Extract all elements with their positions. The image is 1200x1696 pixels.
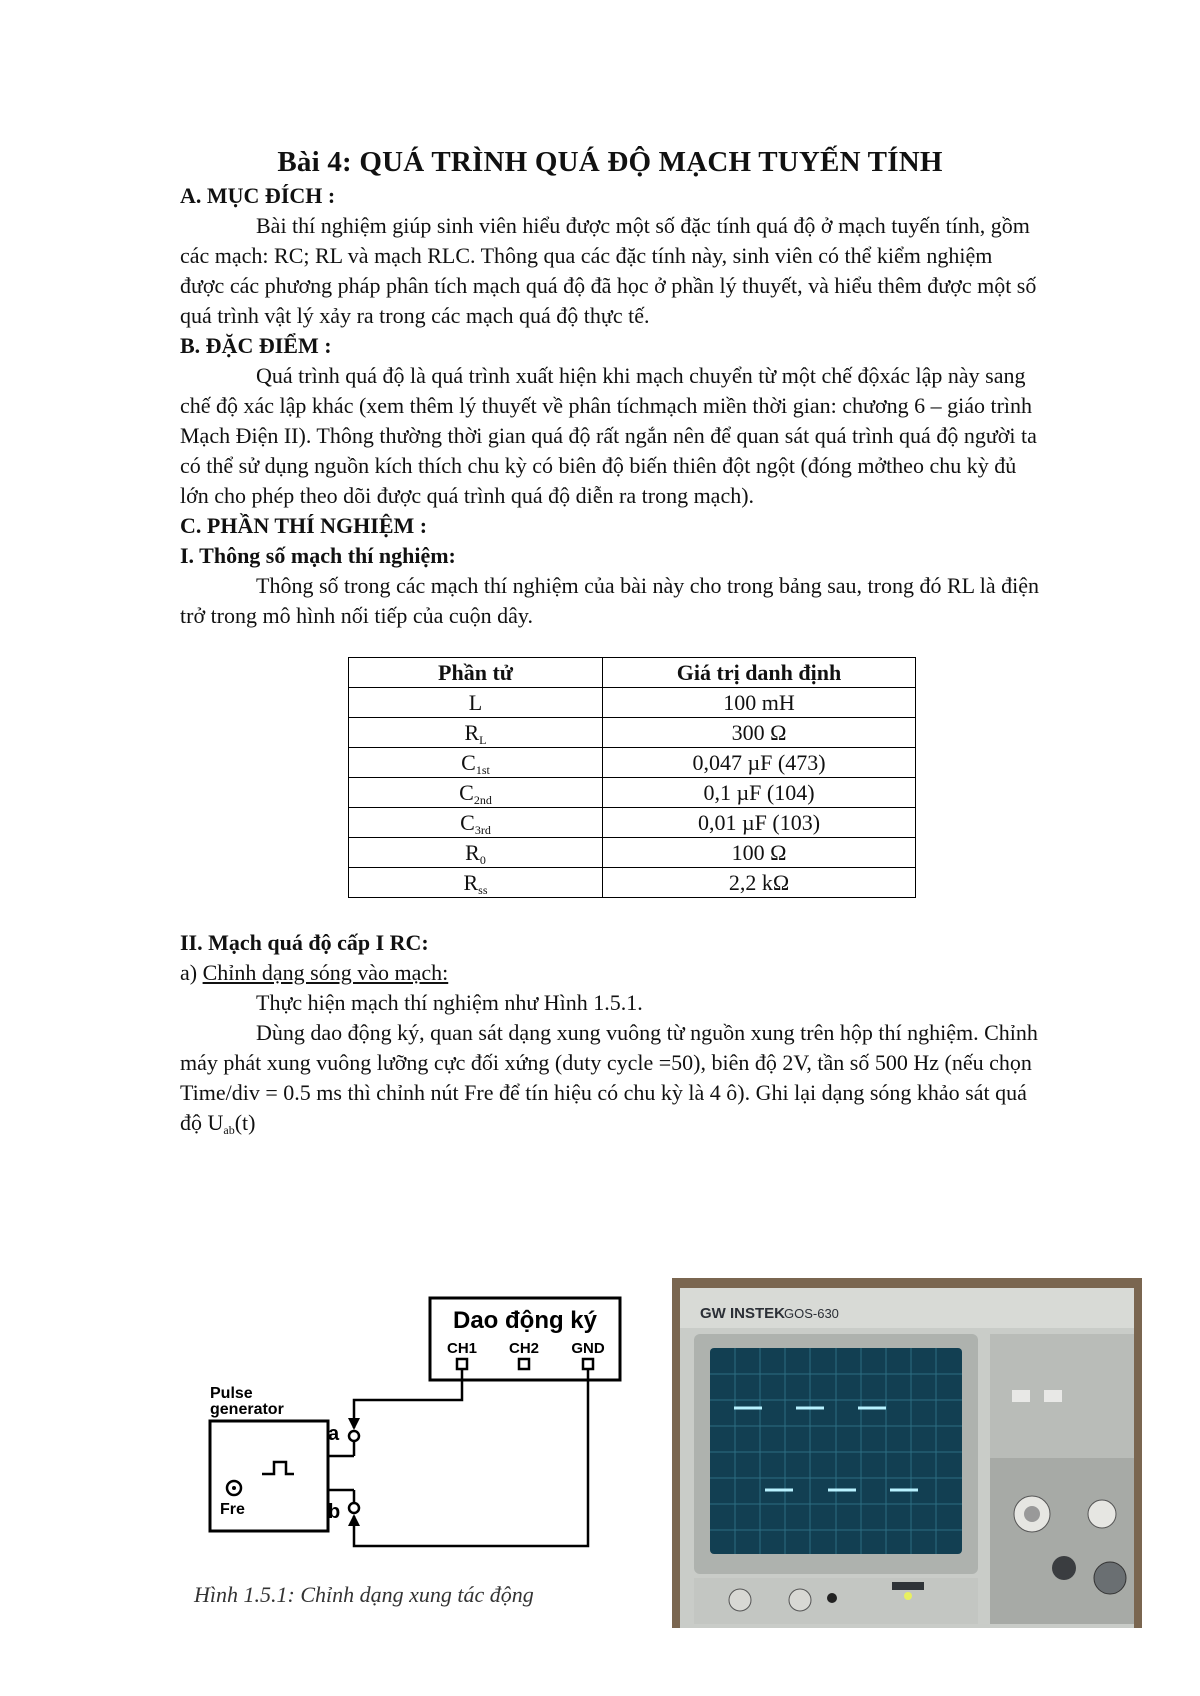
power-led-icon bbox=[904, 1592, 912, 1600]
component-cell: $C_{2nd}$ bbox=[349, 778, 603, 808]
component-cell: $C_{1st}$ bbox=[349, 748, 603, 778]
scope-brand: GW INSTEK bbox=[700, 1305, 785, 1322]
scope-model: GOS-630 bbox=[784, 1306, 839, 1321]
component-cell: L bbox=[349, 688, 603, 718]
component-cell: $R_L$ bbox=[349, 718, 603, 748]
section-ii-line1: Thực hiện mạch thí nghiệm như Hình 1.5.1. bbox=[256, 990, 643, 1015]
knob-icon bbox=[729, 1589, 751, 1611]
item-a-line: a) Chỉnh dạng sóng vào mạch: bbox=[180, 960, 449, 985]
value-cell: 0,01 µF (103) bbox=[603, 808, 916, 838]
knob-icon bbox=[1088, 1500, 1116, 1528]
section-c-subheading: I. Thông số mạch thí nghiệm: bbox=[180, 543, 456, 568]
component-cell: $R_0$ bbox=[349, 838, 603, 868]
arrow-icon bbox=[348, 1418, 360, 1430]
knob-icon bbox=[1052, 1556, 1076, 1580]
node-b-label: b bbox=[328, 1501, 341, 1523]
node-b-terminal-icon bbox=[349, 1503, 359, 1513]
parameter-table bbox=[348, 657, 916, 898]
gnd-terminal-icon bbox=[583, 1359, 593, 1369]
oscilloscope-photo bbox=[672, 1278, 1142, 1628]
value-cell: 100 Ω bbox=[603, 838, 916, 868]
oscilloscope-photo-svg bbox=[672, 1278, 1142, 1628]
table-row bbox=[349, 748, 916, 778]
section-c-heading: C. PHẦN THÍ NGHIỆM : bbox=[180, 513, 428, 538]
section-c-body: Thông số trong các mạch thí nghiệm của bài này cho trong bảng sau, trong đó RL là điện trở trong mô hình nối tiếp của cuộn dây. bbox=[180, 573, 1040, 628]
node-a-label: a bbox=[328, 1423, 340, 1445]
table-row bbox=[349, 868, 916, 898]
node-a-terminal-icon bbox=[349, 1431, 359, 1441]
section-ii-heading: II. Mạch quá độ cấp I RC: bbox=[180, 930, 429, 955]
table-header-cell: Phần tử bbox=[349, 658, 603, 688]
ch1-terminal-icon bbox=[457, 1359, 467, 1369]
table-header-cell: Giá trị danh định bbox=[603, 658, 916, 688]
value-cell: 0,1 µF (104) bbox=[603, 778, 916, 808]
value-cell: 0,047 µF (473) bbox=[603, 748, 916, 778]
item-a-title: Chỉnh dạng sóng vào mạch: bbox=[202, 960, 449, 985]
oscilloscope-label: Dao động ký bbox=[452, 1307, 598, 1334]
table-row bbox=[349, 778, 916, 808]
ch1-label: CH1 bbox=[446, 1340, 478, 1357]
value-cell: 100 mH bbox=[603, 688, 916, 718]
section-b-body: Quá trình quá độ là quá trình xuất hiện khi mạch chuyển từ một chế độxác lập này sang chế độ xác lập khác (xem thêm lý thuyết về phân tíchmạch miền thời gian: chương 6 – giáo trình Mạch Điện II). Thông thường thời gian quá độ rất ngắn nên để quan sát quá trình quá độ người ta có thể sử dụng nguồn kích thích chu kỳ có biên độ biến thiên đột ngột (đóng mởtheo chu kỳ đủ lớn cho phép theo dõi được quá trình quá độ diễn ra trong mạch). bbox=[180, 363, 1037, 508]
circuit-diagram-svg bbox=[190, 1278, 650, 1578]
gnd-label: GND bbox=[571, 1340, 605, 1357]
value-cell: 300 Ω bbox=[603, 718, 916, 748]
figure-row bbox=[190, 1278, 1150, 1648]
ch2-label: CH2 bbox=[508, 1340, 540, 1357]
document-page bbox=[180, 140, 1040, 1138]
figure-caption: Hình 1.5.1: Chỉnh dạng xung tác động bbox=[194, 1582, 534, 1607]
page-title: Bài 4: QUÁ TRÌNH QUÁ ĐỘ MẠCH TUYẾN TÍNH bbox=[277, 146, 943, 178]
table-row bbox=[349, 688, 916, 718]
circuit-diagram bbox=[190, 1278, 650, 1648]
section-a-heading: A. MỤC ĐÍCH : bbox=[180, 183, 336, 208]
table-row bbox=[349, 718, 916, 748]
section-b-heading: B. ĐẶC ĐIỂM : bbox=[180, 333, 332, 358]
generator-label: generator bbox=[210, 1401, 284, 1418]
arrow-icon bbox=[348, 1514, 360, 1526]
value-cell: 2,2 kΩ bbox=[603, 868, 916, 898]
table-row bbox=[349, 838, 916, 868]
section-ii-line2: Dùng dao động ký, quan sát dạng xung vuông từ nguồn xung trên hộp thí nghiệm. Chỉnh máy phát xung vuông lưỡng cực đối xứng (duty cycle =50), biên độ 2V, tần số 500 Hz (nếu chọn Time/div = 0.5 ms thì chỉnh nút Fre để tín hiệu có chu kỳ là 4 ô). Ghi lại dạng sóng khảo sát quá độ $U_{ab}(t)$ bbox=[180, 1020, 1038, 1137]
component-cell: $C_{3rd}$ bbox=[349, 808, 603, 838]
knob-icon bbox=[789, 1589, 811, 1611]
fre-label: Fre bbox=[220, 1501, 245, 1518]
section-a-body: Bài thí nghiệm giúp sinh viên hiểu được một số đặc tính quá độ ở mạch tuyến tính, gồm các mạch: RC; RL và mạch RLC. Thông qua các đặc tính này, sinh viên có thể kiểm nghiệm được các phương pháp phân tích mạch quá độ đã học ở phần lý thuyết, và hiểu thêm được một số quá trình vật lý xảy ra trong các mạch quá độ thực tế. bbox=[180, 213, 1037, 328]
table-header-row bbox=[349, 658, 916, 688]
wire-gnd bbox=[354, 1369, 588, 1546]
ch2-terminal-icon bbox=[519, 1359, 529, 1369]
table-row bbox=[349, 808, 916, 838]
pulse-label: Pulse bbox=[210, 1385, 253, 1402]
component-cell: $R_{ss}$ bbox=[349, 868, 603, 898]
bnc-connector-icon bbox=[1094, 1562, 1126, 1594]
